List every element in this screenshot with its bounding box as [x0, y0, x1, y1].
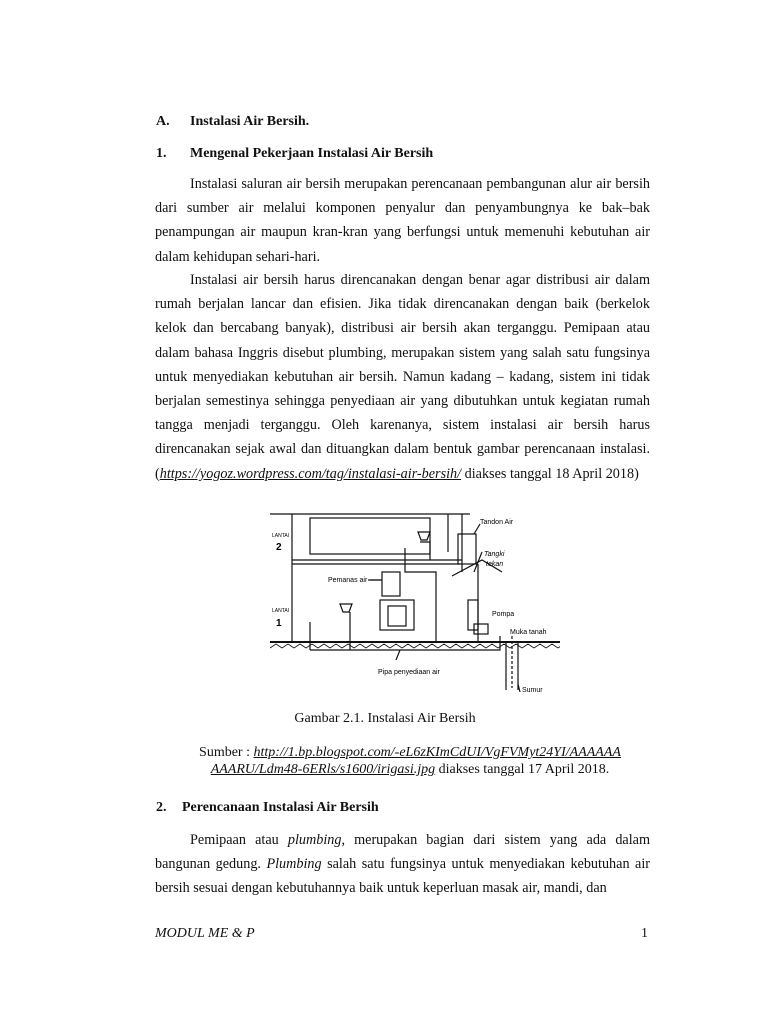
paragraph-3-text-3: salah satu fungsinya untuk menyediakan kebutuhan air bersih sesuai dengan kebutuhannya baik untuk keperluan masak air, mandi, dan: [155, 856, 650, 897]
label-pompa: Pompa: [492, 611, 515, 618]
label-sumur: Sumur: [522, 687, 543, 694]
source-link[interactable]: http://1.bp.blogspot.com/-eL6zKImCdUI/VgFVMyt24YI/AAAAAAAAARU/Ldm48-6ERls/s1600/irigasi.jpg: [210, 745, 621, 777]
section-1-title: Mengenal Pekerjaan Instalasi Air Bersih: [190, 146, 434, 161]
figure-caption: Gambar 2.1. Instalasi Air Bersih: [294, 711, 476, 726]
section-2-number: 2.: [156, 800, 167, 815]
label-pipa-penyediaan-air: Pipa penyediaan air: [378, 669, 440, 676]
paragraph-2: [155, 268, 650, 486]
paragraph-2-link[interactable]: https://yogoz.wordpress.com/tag/instalasi-air-bersih/: [159, 465, 462, 482]
source-suffix: diakses tanggal 17 April 2018.: [435, 762, 610, 777]
label-lantai1: LANTAI: [272, 608, 290, 614]
section-1-number: 1.: [156, 146, 167, 161]
label-muka-tanah: Muka tanah: [510, 629, 547, 636]
source-prefix: Sumber :: [199, 745, 254, 760]
pressure-tank: [468, 600, 478, 630]
label-lantai2-num: 2: [276, 542, 282, 553]
figure-source: [195, 744, 625, 778]
label-pemanas-air: Pemanas air: [328, 577, 368, 584]
section-a-number: A.: [156, 114, 170, 129]
label-tangki: Tangki: [484, 551, 505, 558]
paragraph-2-after: diakses tanggal 18 April 2018): [461, 465, 639, 482]
paragraph-2-text: Instalasi air bersih harus direncanakan dengan benar agar distribusi air dalam rumah berjalan lancar dan efisien. Jika tidak direncanakan dengan baik (berkelok kelok dan bercabang banyak), distribusi air bersih akan terganggu. Pemipaan atau dalam bahasa Inggris disebut plumbing, merupakan sistem yang salah satu fungsinya untuk menyediakan kebutuhan air bersih. Namun kadang – kadang, sistem ini tidak berjalan semestinya sehingga penyediaan air yang dibutuhkan untuk kegiatan rumah tangga menjadi terganggu. Oleh karenanya, sistem instalasi air bersih harus direncanakan sejak awal dan dituangkan dalam bentuk gambar perencanaan instalasi. (: [155, 272, 650, 482]
footer-module-title: MODUL ME & P: [155, 926, 255, 941]
paragraph-3-emph-1: plumbing: [287, 832, 342, 848]
paragraph-3-emph-2: Plumbing: [266, 856, 322, 873]
section-a-title: Instalasi Air Bersih.: [190, 114, 310, 129]
label-lantai2: LANTAI: [272, 533, 290, 539]
label-tandon-air: Tandon Air: [480, 519, 514, 526]
paragraph-3-text-1: Pemipaan atau: [190, 832, 288, 848]
pump-shape: [474, 624, 488, 634]
paragraph-1: Instalasi saluran air bersih merupakan perencanaan pembangunan alur air bersih dari sumber air melalui komponen penyalur dan penyambungnya ke bak–bak penampungan air maupun kran-kran yang berfungsi untuk memenuhi kebutuhan air dalam kehidupan sehari-hari.: [155, 176, 650, 265]
paragraph-3-text-2: , merupakan bagian dari sistem yang ada dalam bangunan gedung.: [155, 832, 651, 873]
label-lantai1-num: 1: [276, 618, 282, 629]
section-2-title: Perencanaan Instalasi Air Bersih: [182, 800, 379, 815]
paragraph-3: [155, 828, 650, 901]
plumbing-diagram: [270, 512, 560, 702]
page-number: 1: [641, 926, 648, 941]
label-tekan: tekan: [486, 561, 504, 568]
water-heater-shape: [382, 572, 400, 596]
